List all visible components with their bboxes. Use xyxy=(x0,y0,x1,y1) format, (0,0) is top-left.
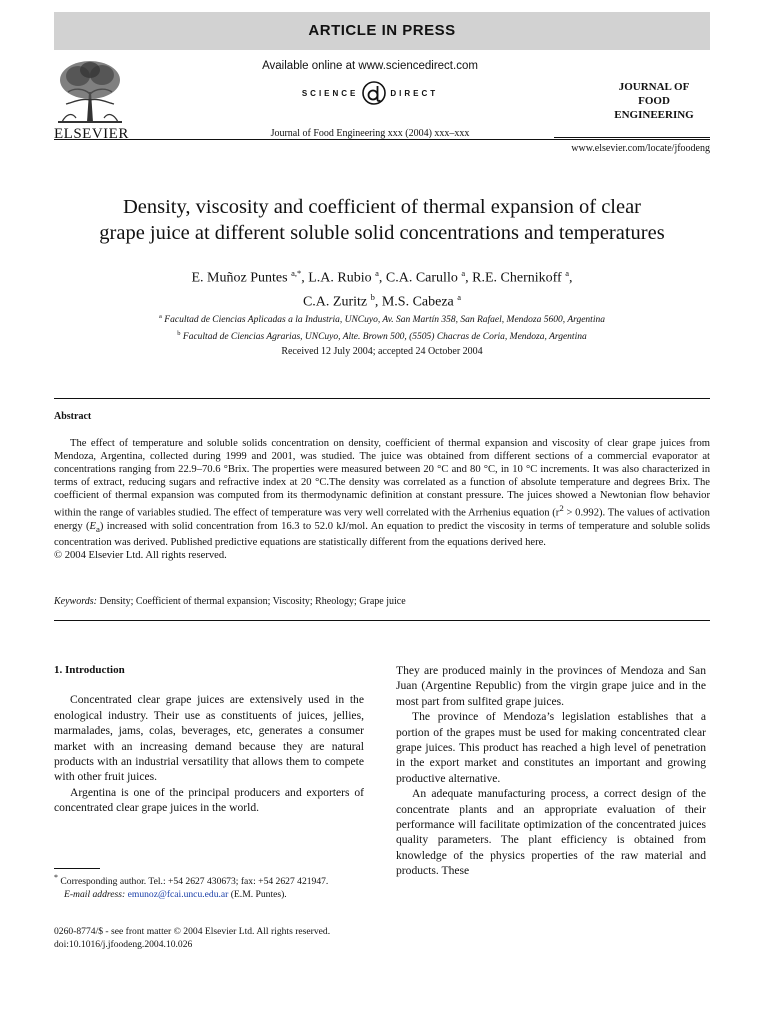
abstract xyxy=(54,437,710,562)
author-affil-mark[interactable]: b xyxy=(370,291,375,302)
abstract-heading: Abstract xyxy=(54,411,92,422)
journal-name-line: FOOD xyxy=(638,95,670,107)
footnote xyxy=(54,872,364,901)
ea-symbol: E xyxy=(89,520,96,532)
author-sep: , xyxy=(374,294,382,310)
section-heading: 1. Introduction xyxy=(54,664,125,676)
author-sep: , xyxy=(568,270,573,286)
footnote-email xyxy=(54,889,364,902)
r2-sup: 2 xyxy=(559,503,564,513)
received-dates: Received 12 July 2004; accepted 24 October 2004 xyxy=(281,346,483,357)
author-affil-mark[interactable]: a xyxy=(565,268,569,278)
left-column xyxy=(54,663,364,816)
abstract-text-tail: ) increased with solid concentration from 16.3 to 52.0 kJ/mol. An equation to predict the viscosity in terms of temperature and soluble solids concentration was derived. Published predictive equations are statistically different from the equations derived here. xyxy=(54,520,710,548)
title-line: Density, viscosity and coefficient of thermal expansion of clear xyxy=(122,196,642,218)
footnote-text: Corresponding author. Tel.: +54 2627 430673; fax: +54 2627 421947. xyxy=(60,876,329,888)
sd-direct-text: DIRECT xyxy=(390,88,439,98)
journal-citation: Journal of Food Engineering xxx (2004) xxx–xxx xyxy=(270,128,470,139)
author-line xyxy=(80,288,684,312)
author-affil-mark[interactable]: a xyxy=(461,268,466,278)
keywords-label: Keywords: xyxy=(54,596,97,607)
header-rule-thick xyxy=(554,137,710,138)
email-suffix: (E.M. Puntes). xyxy=(228,888,287,900)
elsevier-tree-icon xyxy=(54,58,126,124)
author-list xyxy=(80,264,684,311)
abstract-text: The effect of temperature and soluble solids concentration on density, coefficient of thermal expansion and viscosity of clear grape juices from Mendoza, Argentina, collected during 1999 and 2001, was studied. The juice was obtained from different sections of a commercial evaporator at concentrations ranging from 22.9–70.6 °Brix. The properties were measured between 20 °C and 80 °C, in 10 °C increments. It was also characterized in terms of extract, reducing sugars and refractive index at 20 °C.The density was correlated as a function of absolute temperature and degrees Brix. The coefficient of thermal expansion was computed from its thermodynamic definition at constant pressure. The juices showed a Newtonian flow behavior within the range of variables studied. The effect of temperature was very well correlated with the Arrhenius equation (r xyxy=(54,438,710,519)
publisher-name: ELSEVIER xyxy=(54,126,129,142)
author-affil-mark[interactable]: a xyxy=(375,268,379,278)
footnote-rule xyxy=(54,868,100,869)
doi-line[interactable]: doi:10.1016/j.jfoodeng.2004.10.026 xyxy=(54,939,193,950)
article-title xyxy=(54,194,710,246)
journal-name-line: JOURNAL OF xyxy=(618,81,690,93)
affiliations xyxy=(54,310,710,344)
right-column xyxy=(396,663,706,879)
keywords-list: Density; Coefficient of thermal expansion; Viscosity; Rheology; Grape juice xyxy=(99,596,406,607)
author-name: R.E. Chernikoff xyxy=(472,270,562,286)
affiliation-a xyxy=(54,310,710,327)
email-label: E-mail address: xyxy=(64,888,126,900)
paragraph: The province of Mendoza’s legislation establishes that a portion of the grapes must be used for making concentrated clear grape juices. This product has reached a high level of penetration in the export market and constitutes an important and growing productive alternative. xyxy=(396,710,706,785)
paragraph: They are produced mainly in the provinces of Mendoza and San Juan (Argentine Republic) from the virgin grape juice and in the most part from sulfited grape juices. xyxy=(396,664,706,708)
author-sep: , xyxy=(301,270,309,286)
banner-text: ARTICLE IN PRESS xyxy=(308,22,456,39)
journal-name-line: ENGINEERING xyxy=(614,109,694,121)
front-matter-line: 0260-8774/$ - see front matter © 2004 Elsevier Ltd. All rights reserved. xyxy=(54,926,331,937)
article-in-press-banner xyxy=(54,12,710,50)
sciencedirect-logo-icon xyxy=(360,80,388,106)
paragraph: Argentina is one of the principal producers and exporters of concentrated clear grape juices in the world. xyxy=(54,785,364,815)
footnote-corresponding xyxy=(54,872,364,889)
abstract-copyright: © 2004 Elsevier Ltd. All rights reserved. xyxy=(54,549,227,561)
author-name: E. Muñoz Puntes xyxy=(191,270,288,286)
journal-name xyxy=(598,80,710,122)
paragraph: An adequate manufacturing process, a correct design of the concentrate plants and an appropriate evaluation of their performance will facilitate optimization of the concentrated juices quality parameters. The plant efficiency is obtained from knowledge of the physics properties of the raw material and products. These xyxy=(396,787,706,878)
front-matter-note xyxy=(54,925,384,951)
abstract-text-mid: > 0.992). The values of activation energy ( xyxy=(54,507,710,532)
email-link[interactable]: emunoz@fcai.uncu.edu.ar xyxy=(127,888,229,900)
author-sep: , xyxy=(378,270,386,286)
ea-sub: a xyxy=(95,523,100,534)
author-name: C.A. Zuritz xyxy=(302,294,368,310)
affiliation-text: Facultad de Ciencias Aplicadas a la Industria, UNCuyo, Av. San Martín 358, San Rafael, Mendoza 5600, Argentina xyxy=(164,315,605,326)
author-line xyxy=(80,264,684,288)
sd-science-text: SCIENCE xyxy=(301,88,359,98)
header-rule xyxy=(54,139,710,140)
abstract-bottom-rule xyxy=(54,620,710,621)
author-name: C.A. Carullo xyxy=(385,270,458,286)
affiliation-text: Facultad de Ciencias Agrarias, UNCuyo, Alte. Brown 500, (5505) Chacras de Coria, Mendoza, Argentina xyxy=(182,332,587,343)
author-affil-mark[interactable]: a,* xyxy=(291,268,302,278)
author-sep: , xyxy=(465,270,473,286)
paragraph: Concentrated clear grape juices are extensively used in the enological industry. Their use as constituents of juices, jellies, marmalades, jams, colas, beverages, etc, generates a consumer market with an increasing demand because they are natural products with an industrial versatility that allows them to compete with other fruit juices. xyxy=(54,693,364,784)
footnote-mark: * xyxy=(54,873,58,882)
affiliation-mark: a xyxy=(159,313,162,320)
author-name: M.S. Cabeza xyxy=(381,294,454,310)
abstract-top-rule xyxy=(54,398,710,399)
keywords xyxy=(54,596,710,607)
affiliation-mark: b xyxy=(177,330,181,338)
abstract-body xyxy=(54,437,710,549)
title-line: grape juice at different soluble solid concentrations and temperatures xyxy=(99,222,665,244)
affiliation-b xyxy=(54,327,710,344)
author-affil-mark[interactable]: a xyxy=(457,291,462,302)
elsevier-logo xyxy=(54,58,129,143)
author-name: L.A. Rubio xyxy=(308,270,372,286)
journal-url[interactable]: www.elsevier.com/locate/jfoodeng xyxy=(571,143,710,154)
sciencedirect-logo xyxy=(250,80,490,106)
available-online[interactable]: Available online at www.sciencedirect.com xyxy=(262,60,478,72)
